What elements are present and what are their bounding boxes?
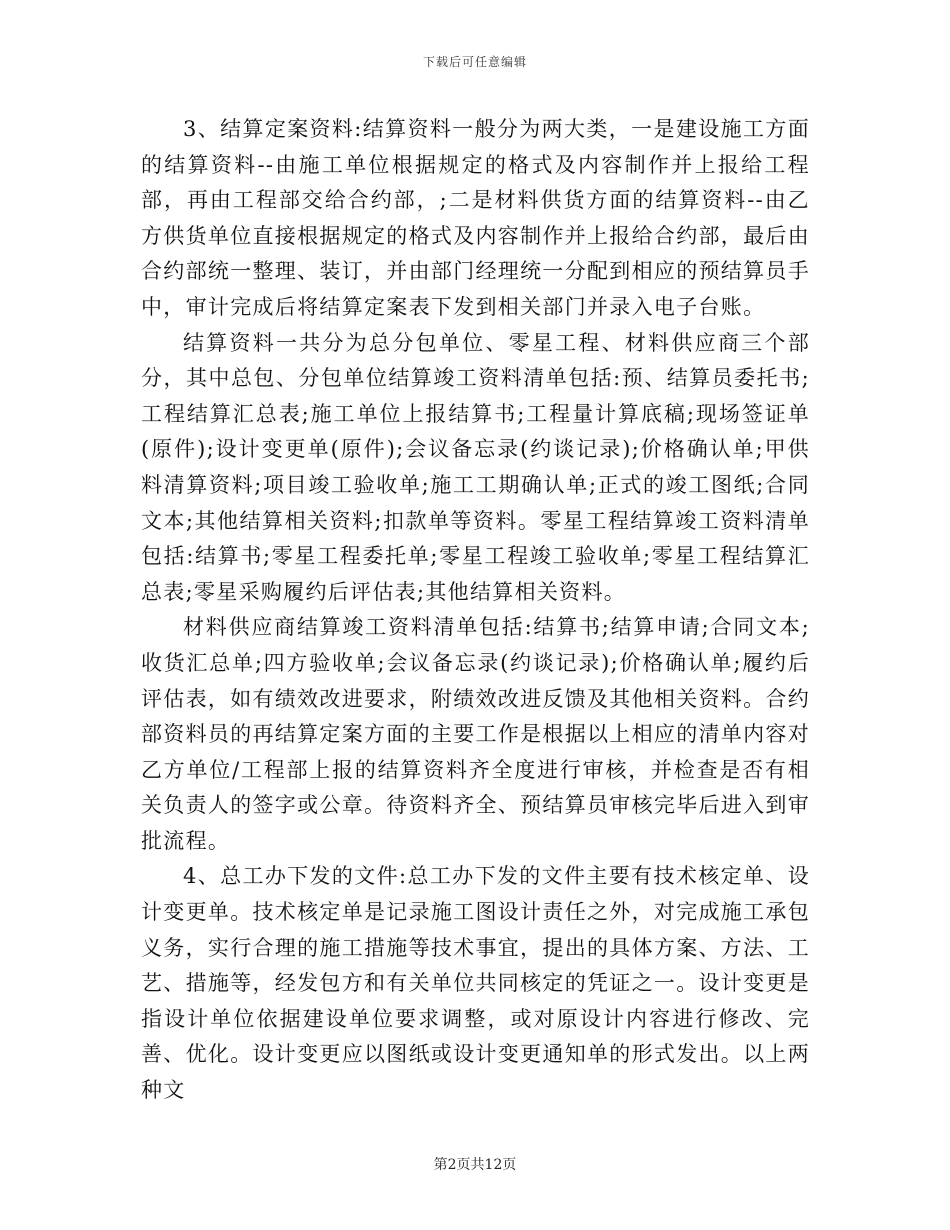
footer-current-page: 2 — [447, 1157, 457, 1173]
paragraph-settlement-materials: 3、结算定案资料:结算资料一般分为两大类，一是建设施工方面的结算资料--由施工单位根据规定的格式及内容制作并上报给工程部，再由工程部交给合约部，;二是材料供货方面的结算资料--由乙方供货单位直接根据规定的格式及内容制作并上报给合约部，最后由合约部统一整理、装订，并由部门经理统一分配到相应的预结算员手中，审计完成后将结算定案表下发到相关部门并录入电子台账。 — [141, 117, 810, 319]
paragraph-supplier-checklist: 材料供应商结算竣工资料清单包括:结算书;结算申请;合同文本;收货汇总单;四方验收单;会议备忘录(约谈记录);价格确认单;履约后评估表，如有绩效改进要求，附绩效改进反馈及其他相关资料。合约部资料员的再结算定案方面的主要工作是根据以上相应的清单内容对乙方单位/工程部上报的结算资料齐全度进行审核，并检查是否有相关负责人的签字或公章。待资料齐全、预结算员审核完毕后进入到审批流程。 — [141, 615, 810, 853]
footer-suffix: 页 — [502, 1157, 517, 1173]
footer-total-pages: 12 — [484, 1157, 503, 1173]
paragraph-chief-engineer-documents: 4、总工办下发的文件:总工办下发的文件主要有技术核定单、设计变更单。技术核定单是记录施工图设计责任之外，对完成施工承包义务，实行合理的施工措施等技术事宜，提出的具体方案、方法、工艺、措施等，经发包方和有关单位共同核定的凭证之一。设计变更是指设计单位依据建设单位要求调整，或对原设计内容进行修改、完善、优化。设计变更应以图纸或设计变更通知单的形式发出。以上两种文 — [141, 864, 810, 1103]
paragraph-settlement-parts: 结算资料一共分为总分包单位、零星工程、材料供应商三个部分，其中总包、分包单位结算竣工资料清单包括:预、结算员委托书;工程结算汇总表;施工单位上报结算书;工程量计算底稿;现场签证单(原件);设计变更单(原件);会议备忘录(约谈记录);价格确认单;甲供料清算资料;项目竣工验收单;施工工期确认单;正式的竣工图纸;合同文本;其他结算相关资料;扣款单等资料。零星工程结算竣工资料清单包括:结算书;零星工程委托单;零星工程竣工验收单;零星工程结算汇总表;零星采购履约后评估表;其他结算相关资料。 — [141, 330, 810, 604]
footer-prefix: 第 — [433, 1157, 448, 1173]
page-footer — [0, 1154, 950, 1174]
page-header: 下载后可任意编辑 — [422, 55, 527, 69]
document-body — [141, 112, 810, 1109]
footer-middle: 页共 — [456, 1157, 485, 1173]
